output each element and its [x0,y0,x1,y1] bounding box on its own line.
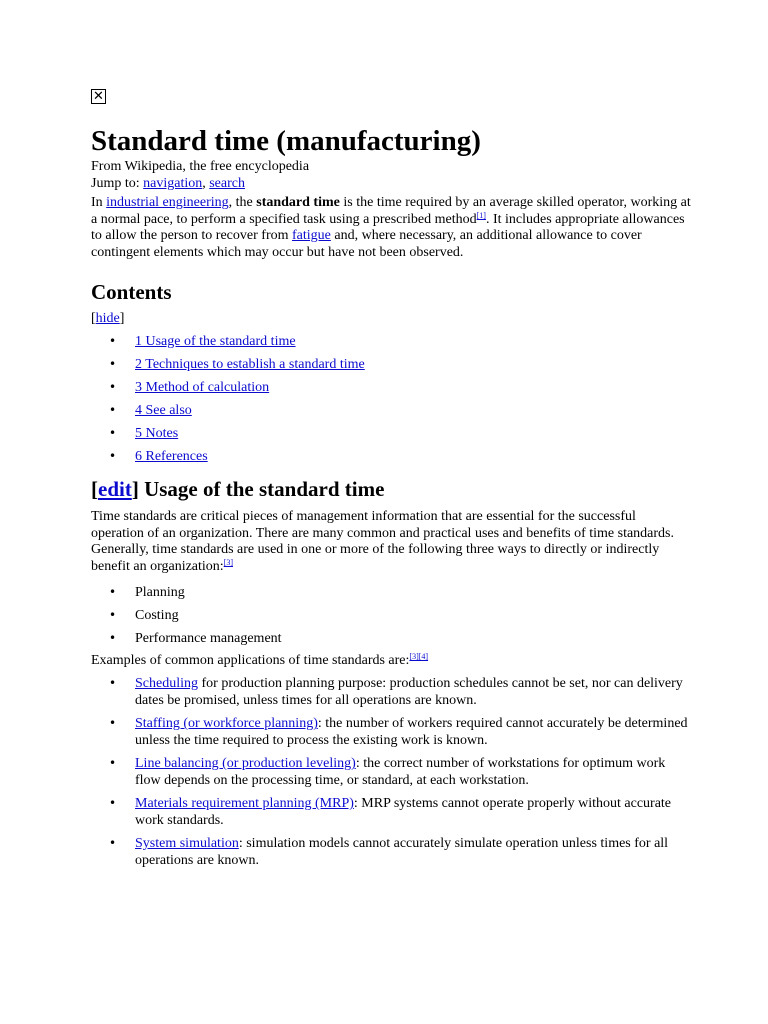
page-title: Standard time (manufacturing) [91,125,481,157]
jump-separator: , [202,176,210,191]
toc-toggle [91,310,691,327]
toc-item [135,356,691,373]
ref-3-4-link[interactable]: [3][4] [409,651,429,661]
list-item [135,715,691,749]
fatigue-link[interactable]: fatigue [292,228,331,244]
section-title: Usage of the standard time [138,476,385,501]
usage-text: Time standards are critical pieces of management information that are essential for the successful operation of an organization. There are many common and practical uses and benefits of time standards. Generally, time standards are used in one or more of the following three ways to directly or indirectly benefit an organization: [91,508,675,574]
broken-image-icon: ✕ [91,89,106,104]
line-balancing-link[interactable]: Line balancing (or production leveling) [135,756,356,772]
jump-to-links [91,175,691,192]
toc-bracket-open: [ [91,310,96,326]
toc-item [135,333,691,350]
mrp-link[interactable]: Materials requirement planning (MRP) [135,796,354,812]
toc-link-notes[interactable]: 5 Notes [135,425,179,441]
site-tagline: From Wikipedia, the free encyclopedia [91,159,310,174]
search-link[interactable]: search [209,176,245,191]
toc-link-see-also[interactable]: 4 See also [135,402,192,418]
industrial-engineering-link[interactable]: industrial engineering [106,195,229,210]
ref-3-link[interactable]: [3] [223,557,234,567]
toc-item [135,425,691,442]
toc-link-techniques[interactable]: 2 Techniques to establish a standard time [135,356,365,372]
app-description: : MRP systems cannot operate properly without accurate work standards. [135,796,672,829]
navigation-link[interactable]: navigation [143,176,203,191]
toc-list [91,333,691,465]
jump-prefix: Jump to: [91,176,144,191]
article [91,89,691,875]
contents-heading: Contents [91,279,172,304]
toc-item [135,448,691,465]
toc-link-method[interactable]: 3 Method of calculation [135,379,270,395]
intro-paragraph [91,195,691,262]
app-description: for production planning purpose: production schedules cannot be set, nor can delivery dates be promised, unless times for all operations are known. [135,676,683,709]
intro-text-1: In [91,195,107,210]
examples-intro [91,653,691,670]
edit-bracket-close: ] [131,476,139,501]
app-description: : the number of workers required cannot accurately be determined unless the time required to process the existing work is known. [135,716,688,749]
intro-text-3: is the time required by an average skilled operator, working at a normal pace, to perform a specified task using a prescribed method [91,195,691,227]
section-heading-usage [91,477,691,501]
ways-list [91,584,691,647]
intro-bold-term: standard time [256,195,340,210]
toc-link-usage[interactable]: 1 Usage of the standard time [135,333,296,349]
list-item: • Planning [135,584,691,601]
list-item: • Costing [135,607,691,624]
intro-text-5: and, where necessary, an additional allowance to cover contingent elements which may occur but have not been observed. [91,228,642,261]
toc-item [135,379,691,396]
usage-paragraph [91,509,691,576]
list-item [135,675,691,709]
hide-toc-link[interactable]: hide [95,310,120,326]
list-item [135,795,691,829]
intro-text-4: . It includes appropriate allowances to allow the person to recover from [91,211,685,244]
edit-bracket-open: [ [91,476,98,501]
scheduling-link[interactable]: Scheduling [135,676,198,692]
examples-text: Examples of common applications of time standards are: [91,652,410,668]
list-item: • Performance management [135,630,691,647]
app-description: : the correct number of workstations for optimum work flow depends on the processing time, or standard, at each workstation. [135,756,666,789]
list-item [135,835,691,869]
system-simulation-link[interactable]: System simulation [135,836,239,852]
toc-link-references[interactable]: 6 References [135,448,208,464]
applications-list [91,675,691,869]
ref-1-link[interactable]: [1] [476,210,486,220]
list-item [135,755,691,789]
staffing-link[interactable]: Staffing (or workforce planning) [135,716,318,732]
intro-text-2: , the [228,195,257,210]
toc-item [135,402,691,419]
app-description: : simulation models cannot accurately simulate operation unless times for all operations are known. [135,836,669,869]
edit-section-link[interactable]: edit [98,476,132,501]
toc-bracket-close: ] [119,310,125,326]
